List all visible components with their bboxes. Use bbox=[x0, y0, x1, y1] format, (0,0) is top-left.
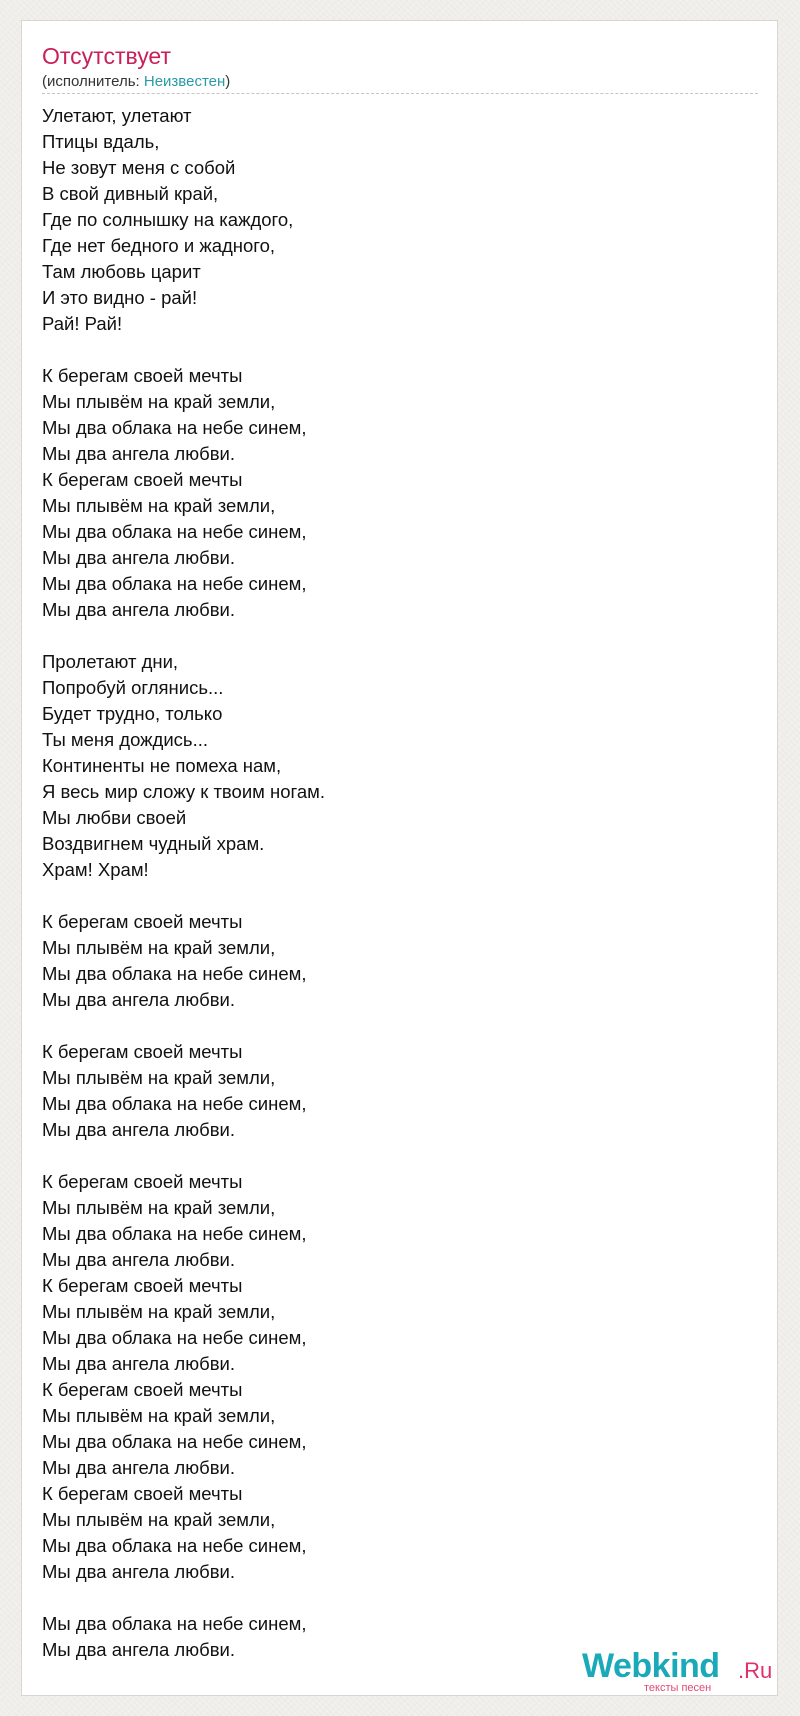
artist-link[interactable]: Неизвестен bbox=[143, 73, 226, 90]
site-logo[interactable] bbox=[582, 1646, 772, 1698]
song-title: Отсутствует bbox=[42, 43, 171, 69]
lyrics-text: Улетают, улетают Птицы вдаль, Не зовут меня с собой В свой дивный край, Где по солнышку на каждого, Где нет бедного и жадного, Там любовь царит И это видно - рай! Рай! Рай! К берегам своей мечты Мы плывём на край земли, Мы два облака на небе синем, Мы два ангела любви. К берегам своей мечты Мы плывём на край земли, Мы два облака на небе синем, Мы два ангела любви. Мы два облака на небе синем, Мы два ангела любви. Пролетают дни, Попробуй оглянись... Будет трудно, только Ты меня дождись... Континенты не помеха нам, Я весь мир сложу к твоим ногам. Мы любви своей Воздвигнем чудный храм. Храм! Храм! К берегам своей мечты Мы плывём на край земли, Мы два облака на небе синем, Мы два ангела любви. К берегам своей мечты Мы плывём на край земли, Мы два облака на небе синем, Мы два ангела любви. К берегам своей мечты Мы плывём на край земли, Мы два облака на небе синем, Мы два ангела любви. К берегам своей мечты Мы плывём на край земли, Мы два облака на небе синем, Мы два ангела любви. К берегам своей мечты Мы плывём на край земли, Мы два облака на небе синем, Мы два ангела любви. К берегам своей мечты Мы плывём на край земли, Мы два облака на небе синем, Мы два ангела любви. Мы два облака на небе синем, Мы два ангела любви. bbox=[42, 105, 326, 1660]
logo-tld: .Ru bbox=[738, 1658, 773, 1683]
logo-brand: Webkind bbox=[582, 1647, 720, 1685]
artist-line bbox=[42, 72, 230, 92]
artist-suffix: ) bbox=[225, 73, 231, 90]
title-divider bbox=[42, 93, 758, 94]
artist-prefix: (исполнитель: bbox=[42, 73, 144, 90]
logo-tagline: тексты песен bbox=[644, 1682, 712, 1694]
